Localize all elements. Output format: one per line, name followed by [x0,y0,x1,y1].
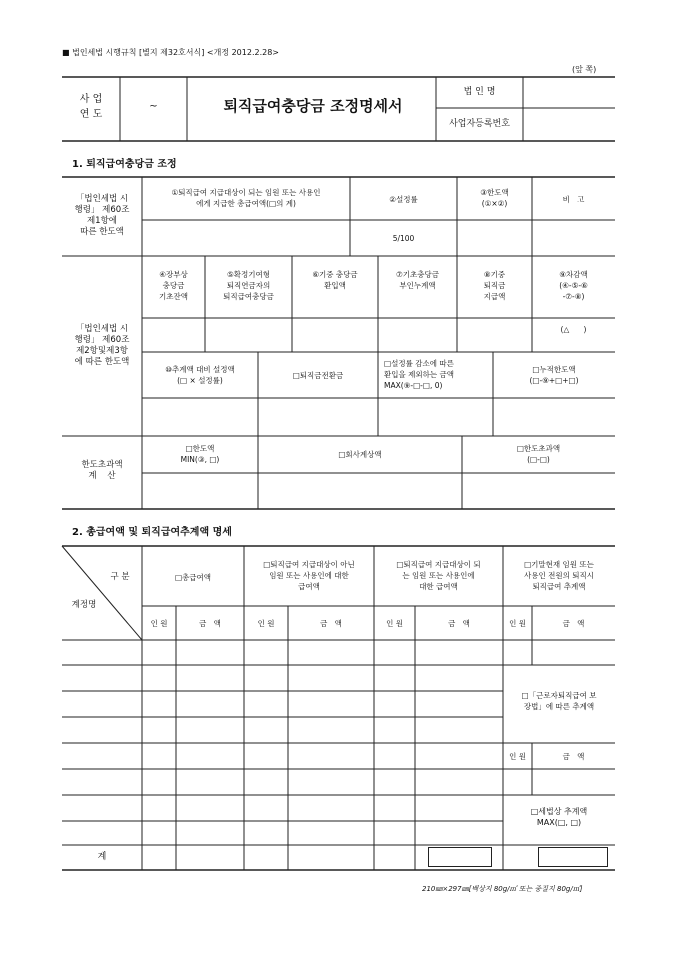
excess-header: □한도초과액 (□-□) [516,444,561,464]
g1-person: 인 원 [150,619,168,628]
g4-header: □기말현재 임원 또는 사용인 전원의 퇴직시 퇴직급여 추계액 [524,560,594,591]
g2-amount: 금 액 [320,619,342,628]
business-year-label: 사 업 연 도 [79,94,103,120]
estimate-total-input-box[interactable] [538,847,608,867]
conversion-header: □퇴직금전환금 [292,371,344,380]
total-label: 계 [97,852,107,862]
g1-header: □총급여액 [174,573,212,582]
estimate-setting-header: ⑩추계액 대비 설정액 (□ × 설정률) [165,365,235,385]
account-label: 계정명 [71,600,97,610]
g4-amount: 금 액 [562,619,585,628]
company-amount-header: □회사계상액 [338,450,382,459]
difference-header: ⑨차감액 (④-⑤-⑥ -⑦-⑧) [559,270,588,301]
row1-label: 「법인세법 시 행령」 제60조 제1항에 따른 한도액 [74,194,130,237]
g1-amount: 금 액 [199,619,221,628]
book-reserve-header: ④장부상 충당금 기초잔액 [159,270,188,301]
g2-person: 인 원 [257,619,275,628]
page-side: (앞 쪽) [572,65,597,74]
g3-person: 인 원 [386,619,403,628]
section2-title: 2. 총급여액 및 퇴직급여추계액 명세 [72,527,232,538]
reversal-header: ⑥기중 충당금 환입액 [312,270,358,290]
rate-value: 5/100 [392,234,415,243]
page-title: 퇴직급여충당금 조정명세서 [223,97,403,115]
h-person: 인 원 [509,752,526,761]
paper-spec: 210㎜×297㎜[백상지 80g/㎡ 또는 중질지 80g/㎡] [422,885,583,893]
g3-header: □퇴직급여 지급대상이 되 는 임원 또는 사용인에 대한 급여액 [396,560,481,591]
g2-header: □퇴직급여 지급대상이 아닌 임원 또는 사용인에 대한 급여액 [263,560,355,591]
year-separator: ~ [149,101,158,112]
division-label: 구 분 [110,572,130,582]
biz-no-label: 사업자등록번호 [449,119,510,129]
corp-name-label: 법 인 명 [463,87,496,97]
excluded-header: □설정률 감소에 따른 환입을 제외하는 금액 MAX(⑨-□-□, 0) [384,359,454,390]
g3-amount: 금 액 [448,619,470,628]
g4-person: 인 원 [509,619,526,628]
disallowed-header: ⑦기초충당금 부인누계액 [396,270,439,290]
difference-value: (△ ) [560,325,587,334]
rate-header: ②설정률 [389,195,418,204]
paid-header: ⑧기중 퇴직금 지급액 [483,270,506,301]
form-regulation: ■ 법인세법 시행규칙 [별지 제32호서식] <개정 2012.2.28> [62,48,280,57]
total-input-box[interactable] [428,847,492,867]
limit-header: ③한도액 (①×②) [480,188,509,208]
remark-header: 비 고 [562,195,585,204]
section1-title: 1. 퇴직급여충당금 조정 [72,159,177,170]
dc-reserve-header: ⑤확정기여형 퇴직연금자의 퇴직급여충당금 [223,270,274,301]
cumulative-header: □누적한도액 (□-⑨+□+□) [529,365,579,385]
statutory-estimate-header: □「근로자퇴직급여 보 장법」에 따른 추계액 [521,691,597,711]
total-salary-header: ①퇴직급여 지급대상이 되는 임원 또는 사용인 에게 지급한 총급여액(□의 계) [171,188,321,208]
tax-estimate-header: □세법상 추계액 MAX(□, □) [530,807,588,827]
row3-label: 한도초과액 계 산 [81,460,123,481]
h-amount: 금 액 [562,752,585,761]
limit-min-header: □한도액 MIN(③, □) [180,444,220,464]
row2-label: 「법인세법 시 행령」 제60조 제2항및제3항 에 따른 한도액 [74,324,130,367]
